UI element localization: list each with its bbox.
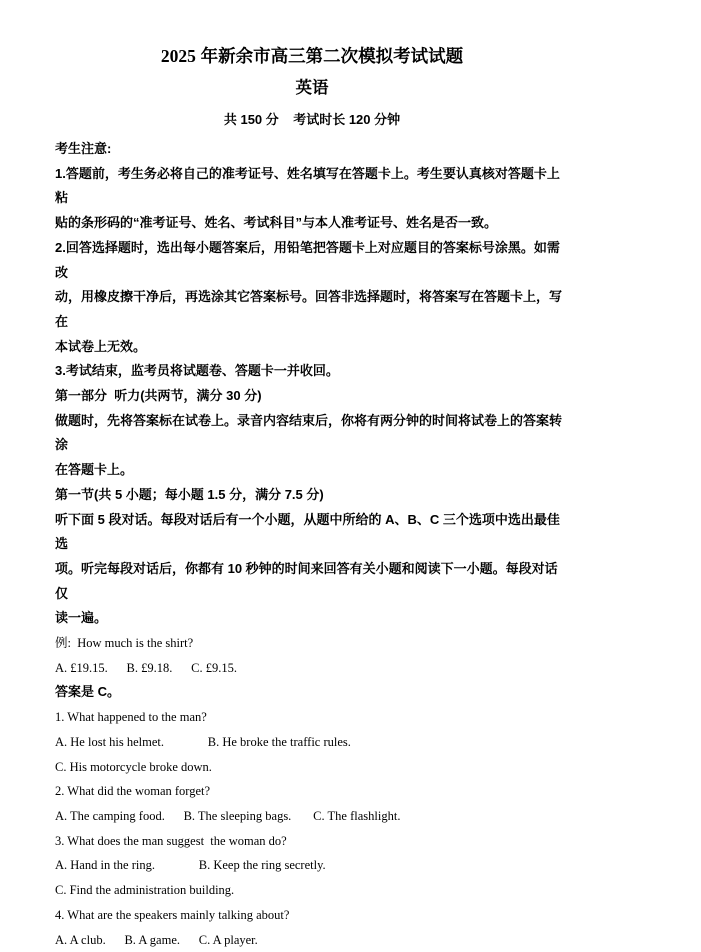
part1-heading: 第一部分 听力(共两节，满分 30 分) [55, 384, 569, 409]
notice-line: 2.回答选择题时，选出每小题答案后，用铅笔把答题卡上对应题目的答案标号涂黑。如需改 [55, 236, 569, 285]
question-options: C. His motorcycle broke down. [55, 755, 569, 780]
section1-instr-line: 项。听完每段对话后，你都有 10 秒钟的时间来回答有关小题和阅读下一小题。每段对话仅 [55, 557, 569, 606]
question-block-4 [55, 903, 569, 952]
question-options: A. He lost his helmet. B. He broke the traffic rules. [55, 730, 569, 755]
question-text: 3. What does the man suggest the woman do? [55, 829, 569, 854]
question-options: A. The camping food. B. The sleeping bags. C. The flashlight. [55, 804, 569, 829]
example-block [55, 631, 569, 705]
title-text: 年新余市高三第二次模拟考试试题 [196, 46, 463, 66]
part1-note-line: 做题时，先将答案标在试卷上。录音内容结束后，你将有两分钟的时间将试卷上的答案转涂 [55, 409, 569, 458]
question-text: 4. What are the speakers mainly talking about? [55, 903, 569, 928]
notice-line: 本试卷上无效。 [55, 335, 569, 360]
question-block-1 [55, 705, 569, 779]
exam-content [55, 45, 569, 952]
question-block-2 [55, 779, 569, 828]
notice-item-3 [55, 359, 569, 384]
notice-section [55, 137, 569, 384]
question-text: 2. What did the woman forget? [55, 779, 569, 804]
notice-line: 动，用橡皮擦干净后，再选涂其它答案标号。回答非选择题时，将答案写在答题卡上，写在 [55, 285, 569, 334]
question-options: A. Hand in the ring. B. Keep the ring secretly. [55, 853, 569, 878]
subject-title: 英语 [55, 78, 569, 98]
section1-instr-line: 读一遍。 [55, 606, 569, 631]
example-question: 例: How much is the shirt? [55, 631, 569, 656]
notice-item-2 [55, 236, 569, 360]
notice-item-1 [55, 162, 569, 236]
notice-line: 贴的条形码的“准考证号、姓名、考试科目”与本人准考证号、姓名是否一致。 [55, 211, 569, 236]
notice-heading: 考生注意: [55, 137, 569, 162]
title-year: 2025 [161, 46, 196, 66]
section1-instr-line: 听下面 5 段对话。每段对话后有一个小题，从题中所给的 A、B、C 三个选项中选出最佳选 [55, 508, 569, 557]
notice-line: 1.答题前，考生务必将自己的准考证号、姓名填写在答题卡上。考生要认真核对答题卡上粘 [55, 162, 569, 211]
question-options: A. A club. B. A game. C. A player. [55, 928, 569, 952]
example-answer: 答案是 C。 [55, 680, 569, 705]
part1-note-line: 在答题卡上。 [55, 458, 569, 483]
section1-heading: 第一节(共 5 小题；每小题 1.5 分，满分 7.5 分) [55, 483, 569, 508]
question-block-3 [55, 829, 569, 903]
question-text: 1. What happened to the man? [55, 705, 569, 730]
example-options: A. £19.15. B. £9.18. C. £9.15. [55, 656, 569, 681]
notice-line: 3.考试结束，监考员将试题卷、答题卡一并收回。 [55, 359, 569, 384]
page-title [55, 45, 569, 67]
score-duration-line: 共 150 分 考试时长 120 分钟 [55, 111, 569, 129]
listening-part-section [55, 384, 569, 952]
question-options: C. Find the administration building. [55, 878, 569, 903]
